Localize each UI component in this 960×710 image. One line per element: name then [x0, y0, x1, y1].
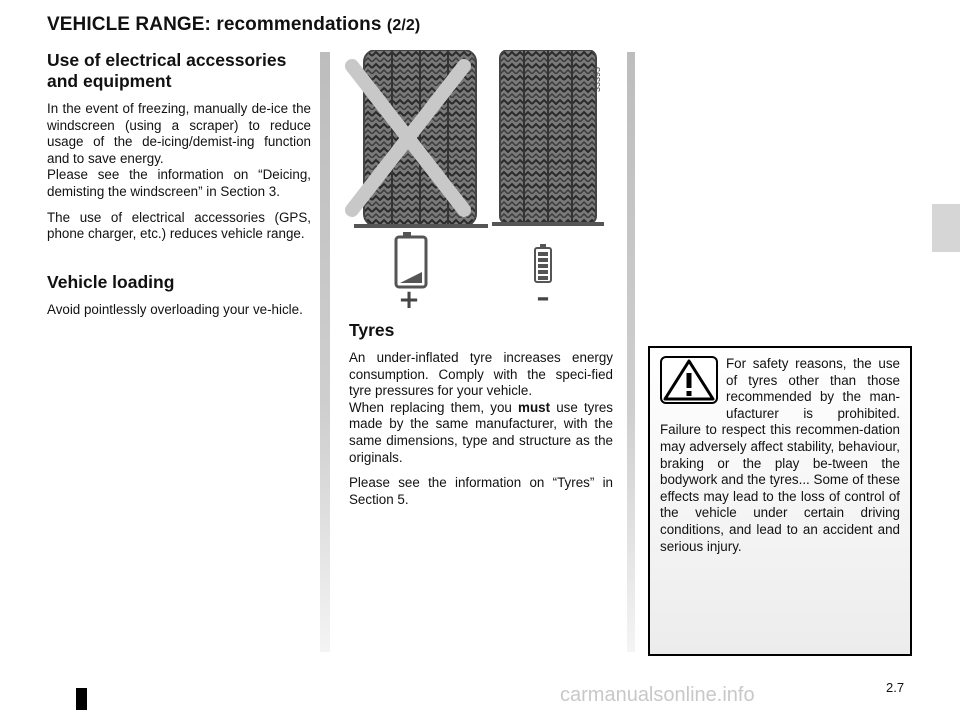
page-title-suffix: (2/2) — [386, 17, 421, 34]
tyres-heading: Tyres — [349, 320, 395, 340]
watermark-text: carmanualsonline.info — [560, 684, 755, 706]
figure-number: 33395 — [592, 66, 602, 92]
page-number: 2.7 — [886, 680, 905, 695]
battery-full-icon — [535, 244, 551, 282]
electrical-paragraph-1b: Please see the information on “Deicing, demisting the windscreen” in Section 3. — [47, 167, 311, 199]
middle-column — [349, 320, 613, 517]
less-energy-symbol: – — [536, 283, 550, 310]
vehicle-loading-heading: Vehicle loading — [47, 271, 175, 292]
underinflated-tyre-icon — [354, 50, 488, 228]
page-title — [47, 14, 420, 36]
tyres-paragraph-3: Please see the information on “Tyres” in Section 5. — [349, 475, 613, 507]
tyres-must-emphasis: must — [518, 399, 551, 415]
left-column — [47, 50, 311, 327]
battery-low-icon — [396, 232, 426, 287]
page-edge-marker — [76, 688, 87, 710]
correct-tyre-icon — [492, 50, 604, 226]
safety-warning-text: For safety reasons, the use of tyres other than those recommended by the man-ufacturer is prohibited. Failure to respect this recommen-dation may adversely affect stability, behaviour, braking or the play be-tween the bodywork and the tyres... Some of these effects may lead to the loss of control of the vehicle under certain driving conditions, and lead to an accident and serious injury. — [660, 356, 900, 554]
electrical-accessories-heading: Use of electrical accessories and equipment — [47, 50, 287, 91]
page-title-main: VEHICLE RANGE: recommendations — [47, 14, 382, 35]
column-divider-right — [627, 52, 635, 652]
tyres-paragraph-1a: An under-inflated tyre increases energy consumption. Comply with the speci-fied tyre pressures for your vehicle. — [349, 350, 613, 399]
electrical-paragraph-1 — [47, 101, 311, 201]
more-energy-symbol: + — [398, 285, 420, 310]
electrical-paragraph-2: The use of electrical accessories (GPS, phone charger, etc.) reduces vehicle range. — [47, 209, 311, 242]
tyres-paragraph-2a: When replacing them, you — [349, 399, 519, 415]
vehicle-loading-paragraph: Avoid pointlessly overloading your ve-hicle. — [47, 301, 303, 317]
tyre-comparison-illustration — [340, 50, 620, 310]
warning-triangle-icon — [660, 356, 718, 404]
tyres-paragraph-1 — [349, 350, 613, 466]
electrical-paragraph-1a: In the event of freezing, manually de-ice the windscreen (using a scraper) to reduce usage of the de-icing/demist-ing function and to save energy. — [47, 101, 311, 166]
tyres-paragraph-2b: use tyres made by the same manufacturer, with the same dimensions, type and structure as the originals. — [349, 399, 613, 465]
safety-warning-box — [648, 346, 912, 656]
column-divider-left — [320, 52, 330, 652]
section-tab-marker — [932, 204, 960, 252]
